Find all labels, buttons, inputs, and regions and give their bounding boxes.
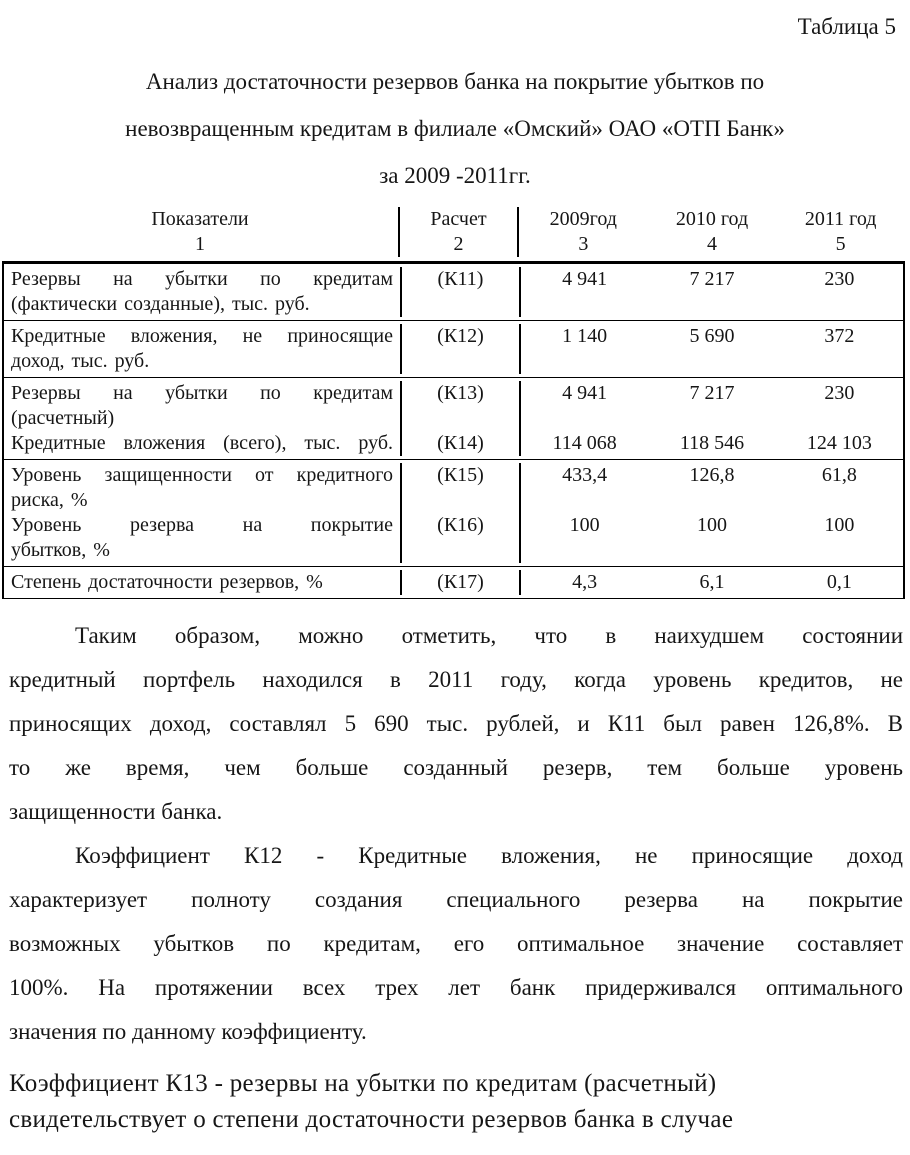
table-row xyxy=(2,460,905,567)
cell-line: (К12) xyxy=(437,325,484,347)
cell-line: 7 217 xyxy=(689,382,735,404)
cell-line: (К17) xyxy=(437,571,484,593)
header-cell-calc xyxy=(400,207,519,257)
calc-cell xyxy=(402,381,521,456)
paragraph-line: 100%. На протяжении всех трех лет банк придерживался оптимального xyxy=(9,975,903,1000)
cell-line xyxy=(776,406,903,431)
cell-line: (К13) xyxy=(437,382,484,404)
cell-line: Резервы на убытки по кредитам xyxy=(11,382,393,404)
cell-line xyxy=(648,538,775,563)
indicator-cell xyxy=(4,324,402,374)
indicator-cell xyxy=(4,570,402,595)
cell-line: 100 xyxy=(569,514,600,536)
cell-line xyxy=(648,406,775,431)
header-line: 3 xyxy=(578,233,589,255)
indicator-cell xyxy=(4,381,402,456)
document-title xyxy=(0,58,910,199)
indicator-cell xyxy=(4,267,402,317)
cell-line: 114 068 xyxy=(552,432,617,454)
paragraph-k13 xyxy=(9,1066,903,1138)
year-cell-2010 xyxy=(648,463,775,563)
header-cell-year xyxy=(648,207,777,257)
cell-line: (К16) xyxy=(437,514,484,536)
header-cell-year xyxy=(519,207,648,257)
table-row xyxy=(2,321,905,378)
cell-line: 61,8 xyxy=(821,464,857,486)
year-cell-2009 xyxy=(521,463,648,563)
paragraph-line: значения по данному коэффициенту. xyxy=(9,1019,367,1044)
header-line: 1 xyxy=(195,233,205,255)
cell-line: убытков, % xyxy=(11,539,110,561)
cell-line xyxy=(402,488,519,513)
cell-line: Уровень резерва на покрытие xyxy=(11,514,393,536)
paragraph-line: возможных убытков по кредитам, его оптимальное значение составляет xyxy=(9,931,903,956)
cell-line: 0,1 xyxy=(826,571,852,593)
cell-line: риска, % xyxy=(11,489,88,511)
cell-line xyxy=(521,538,648,563)
indicator-cell xyxy=(4,463,402,563)
year-cell-2010 xyxy=(648,267,775,317)
cell-line xyxy=(402,349,519,374)
paragraph-line: Таким образом, можно отметить, что в наихудшем состоянии xyxy=(75,623,903,648)
year-values-group xyxy=(521,324,903,374)
header-cell-indicator xyxy=(2,207,400,257)
paragraph-line: Коэффициент К13 - резервы на убытки по кредитам (расчетный) xyxy=(9,1070,717,1097)
header-line: 2 xyxy=(453,233,464,255)
year-cell-2009 xyxy=(521,324,648,374)
cell-line: (расчетный) xyxy=(11,407,115,429)
year-cell-2011 xyxy=(776,570,903,595)
cell-line: (К14) xyxy=(437,432,484,454)
cell-line: 100 xyxy=(824,514,855,536)
cell-line: 433,4 xyxy=(562,464,608,486)
cell-line xyxy=(648,488,775,513)
cell-line xyxy=(648,349,775,374)
cell-line: (фактически созданные), тыс. руб. xyxy=(11,293,310,315)
title-line: Анализ достаточности резервов банка на покрытие убытков по xyxy=(145,69,765,94)
cell-line: (К15) xyxy=(437,464,484,486)
cell-line xyxy=(402,406,519,431)
table-label: Таблица 5 xyxy=(797,14,896,39)
header-line: 4 xyxy=(707,233,717,255)
cell-line: доход, тыс. руб. xyxy=(11,350,150,372)
year-cell-2009 xyxy=(521,570,648,595)
cell-line: Степень достаточности резервов, % xyxy=(11,571,323,593)
cell-line: Уровень защищенности от кредитного xyxy=(11,464,393,486)
cell-line: Кредитные вложения, не приносящие xyxy=(11,325,393,347)
body-text xyxy=(0,614,910,1138)
paragraph-k12 xyxy=(9,834,903,1054)
reserves-table xyxy=(2,204,905,599)
year-values-group xyxy=(521,267,903,317)
cell-line xyxy=(776,488,903,513)
cell-line: 230 xyxy=(824,268,855,290)
header-line: 5 xyxy=(835,233,846,255)
cell-line: 1 140 xyxy=(562,325,608,347)
year-cell-2011 xyxy=(776,381,903,456)
cell-line xyxy=(776,292,903,317)
calc-cell xyxy=(402,570,521,595)
year-values-group xyxy=(521,463,903,563)
cell-line xyxy=(402,538,519,563)
cell-line xyxy=(776,349,903,374)
paragraph-line: свидетельствует о степени достаточности резервов банка в случае xyxy=(9,1106,734,1133)
year-cell-2010 xyxy=(648,324,775,374)
paragraph-line: характеризует полноту создания специального резерва на покрытие xyxy=(9,887,903,912)
cell-line: 4 941 xyxy=(562,268,608,290)
cell-line xyxy=(402,292,519,317)
table-row xyxy=(2,567,905,599)
calc-cell xyxy=(402,267,521,317)
paragraph-line: Коэффициент К12 - Кредитные вложения, не приносящие доход xyxy=(75,843,903,868)
year-cell-2010 xyxy=(648,381,775,456)
cell-line: (К11) xyxy=(437,268,484,290)
cell-line: Кредитные вложения (всего), тыс. руб. xyxy=(11,432,393,454)
title-line: за 2009 -2011гг. xyxy=(379,163,531,188)
cell-line xyxy=(648,292,775,317)
year-cell-2011 xyxy=(776,463,903,563)
header-line: Расчет xyxy=(430,208,487,230)
cell-line: 118 546 xyxy=(679,432,745,454)
year-cell-2009 xyxy=(521,381,648,456)
cell-line xyxy=(521,349,648,374)
cell-line: 124 103 xyxy=(806,432,872,454)
header-line: 2011 год xyxy=(804,208,877,230)
table-row xyxy=(2,264,905,321)
year-values-group xyxy=(521,381,903,456)
table-row xyxy=(2,378,905,460)
table-header-row xyxy=(2,204,905,264)
year-cell-2011 xyxy=(776,324,903,374)
year-cell-2011 xyxy=(776,267,903,317)
title-line: невозвращенным кредитам в филиале «Омский» ОАО «ОТП Банк» xyxy=(125,116,785,141)
cell-line xyxy=(521,488,648,513)
cell-line xyxy=(521,292,648,317)
cell-line: 6,1 xyxy=(699,571,725,593)
year-cell-2010 xyxy=(648,570,775,595)
cell-line xyxy=(521,406,648,431)
paragraph-line: защищенности банка. xyxy=(9,799,223,824)
header-line: 2009год xyxy=(549,208,617,230)
cell-line: 4,3 xyxy=(572,571,598,593)
calc-cell xyxy=(402,463,521,563)
year-cell-2009 xyxy=(521,267,648,317)
cell-line: 4 941 xyxy=(562,382,608,404)
paragraph-line: то же время, чем больше созданный резерв, тем больше уровень xyxy=(9,755,903,780)
header-line: Показатели xyxy=(151,208,249,230)
paragraph-line: кредитный портфель находился в 2011 году, когда уровень кредитов, не xyxy=(9,667,903,692)
cell-line xyxy=(776,538,903,563)
paragraph-line: приносящих доход, составлял 5 690 тыс. рублей, и К11 был равен 126,8%. В xyxy=(9,711,903,736)
cell-line: 100 xyxy=(696,514,727,536)
header-line: 2010 год xyxy=(675,208,749,230)
cell-line: 7 217 xyxy=(689,268,735,290)
year-values-group xyxy=(521,570,903,595)
cell-line: Резервы на убытки по кредитам xyxy=(11,268,393,290)
cell-line: 5 690 xyxy=(689,325,735,347)
header-years-group xyxy=(519,207,905,257)
paragraph-conclusion xyxy=(9,614,903,834)
calc-cell xyxy=(402,324,521,374)
cell-line: 372 xyxy=(824,325,855,347)
cell-line: 230 xyxy=(824,382,855,404)
header-cell-year xyxy=(776,207,905,257)
cell-line: 126,8 xyxy=(689,464,735,486)
